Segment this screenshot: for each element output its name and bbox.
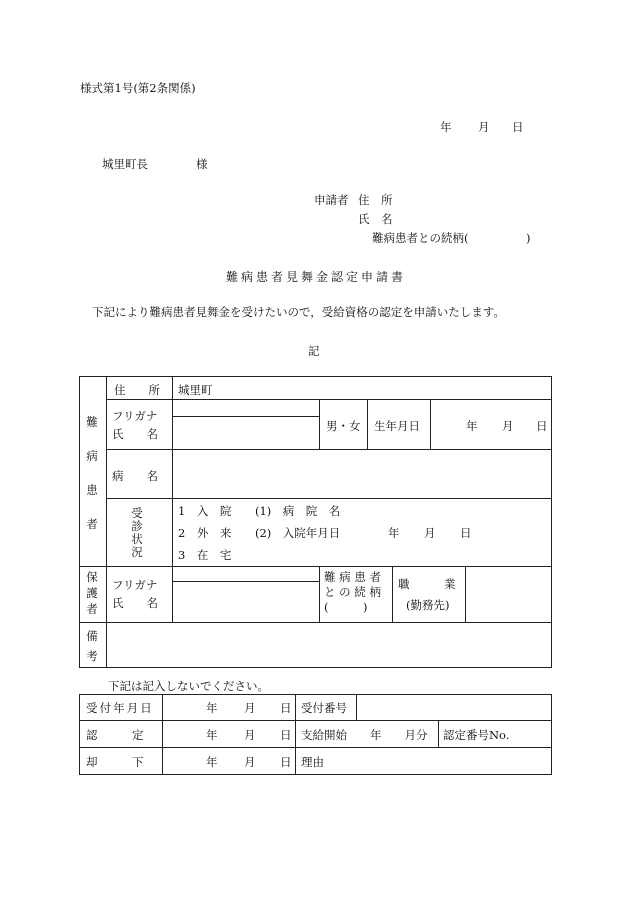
- received-day: 日: [280, 701, 292, 715]
- applicant-relation-label: 難病患者との続柄( ): [372, 231, 531, 245]
- payment-start-label: 支給開始 年 月分: [301, 728, 428, 742]
- date-day-label: 日: [512, 120, 524, 134]
- date-year-label: 年: [440, 120, 452, 134]
- remarks-label: 備 考: [86, 629, 98, 663]
- patient-furigana-field[interactable]: [173, 400, 319, 416]
- rejection-year: 年: [206, 755, 218, 769]
- approval-month: 月: [244, 728, 256, 742]
- received-date-label: 受付年月日: [86, 701, 154, 715]
- visit-option-home[interactable]: 3 在 宅: [178, 548, 232, 562]
- guardian-section-label: 保 護 者: [86, 570, 98, 616]
- patient-birth-month[interactable]: 月: [502, 419, 514, 433]
- patient-name-field[interactable]: [173, 417, 319, 449]
- guardian-name-field[interactable]: [173, 582, 319, 622]
- rejection-label: 却 下: [86, 755, 144, 769]
- rejection-day: 日: [280, 755, 292, 769]
- remarks-field[interactable]: [107, 623, 551, 667]
- office-note: 下記は記入しないでください。: [108, 679, 269, 693]
- approval-number-label: 認定番号No.: [443, 728, 510, 742]
- guardian-occupation-field[interactable]: [466, 567, 551, 622]
- admission-year[interactable]: 年: [388, 526, 400, 540]
- guardian-furigana-field[interactable]: [173, 567, 319, 581]
- applicant-name-label: 氏 名: [358, 212, 393, 226]
- form-number: 様式第1号(第2条関係): [80, 81, 196, 95]
- approval-day: 日: [280, 728, 292, 742]
- guardian-relation-label: 難 病 患 者 と の 続 柄 ( ): [324, 570, 381, 614]
- patient-birth-day[interactable]: 日: [536, 419, 548, 433]
- admission-date-label: (2) 入院年月日: [255, 526, 341, 540]
- admission-day[interactable]: 日: [460, 526, 472, 540]
- patient-name-label: 氏 名: [112, 427, 158, 441]
- patient-birthdate-label: 生年月日: [374, 419, 420, 433]
- receipt-number-label: 受付番号: [301, 701, 347, 715]
- ki-heading: 記: [308, 344, 320, 358]
- rejection-month: 月: [244, 755, 256, 769]
- date-month-label: 月: [478, 120, 490, 134]
- applicant-label: 申請者: [314, 193, 349, 207]
- visit-option-inpatient[interactable]: 1 入 院: [178, 504, 232, 518]
- patient-birth-year[interactable]: 年: [466, 419, 478, 433]
- approval-label: 認 定: [86, 728, 144, 742]
- patient-gender[interactable]: 男・女: [326, 419, 361, 433]
- patient-address-value[interactable]: 城里町: [178, 383, 213, 397]
- reason-label: 理由: [301, 755, 324, 769]
- patient-disease-field[interactable]: [173, 450, 551, 498]
- patient-address-label: 住 所: [114, 383, 160, 397]
- received-year: 年: [206, 701, 218, 715]
- guardian-workplace-label: (勤務先): [406, 598, 450, 612]
- applicant-address-label: 住 所: [358, 193, 393, 207]
- guardian-furigana-label: フリガナ: [112, 578, 158, 592]
- visit-status-label: 受 診 状 況: [131, 506, 143, 559]
- approval-year: 年: [206, 728, 218, 742]
- admission-month[interactable]: 月: [424, 526, 436, 540]
- form-title: 難病患者見舞金認定申請書: [226, 270, 407, 284]
- addressee-suffix: 様: [196, 157, 208, 171]
- patient-disease-label: 病 名: [112, 469, 158, 483]
- guardian-occupation-label: 職 業: [398, 577, 456, 591]
- patient-furigana-label: フリガナ: [112, 409, 158, 423]
- hospital-name-label: (1) 病 院 名: [255, 504, 341, 518]
- visit-option-outpatient[interactable]: 2 外 来: [178, 526, 232, 540]
- received-month: 月: [244, 701, 256, 715]
- intro-text: 下記により難病患者見舞金を受けたいので，受給資格の認定を申請いたします。: [92, 305, 505, 319]
- guardian-name-label: 氏 名: [112, 596, 158, 610]
- patient-section-label: 難 病 患 者: [86, 415, 98, 531]
- addressee: 城里町長: [102, 157, 148, 171]
